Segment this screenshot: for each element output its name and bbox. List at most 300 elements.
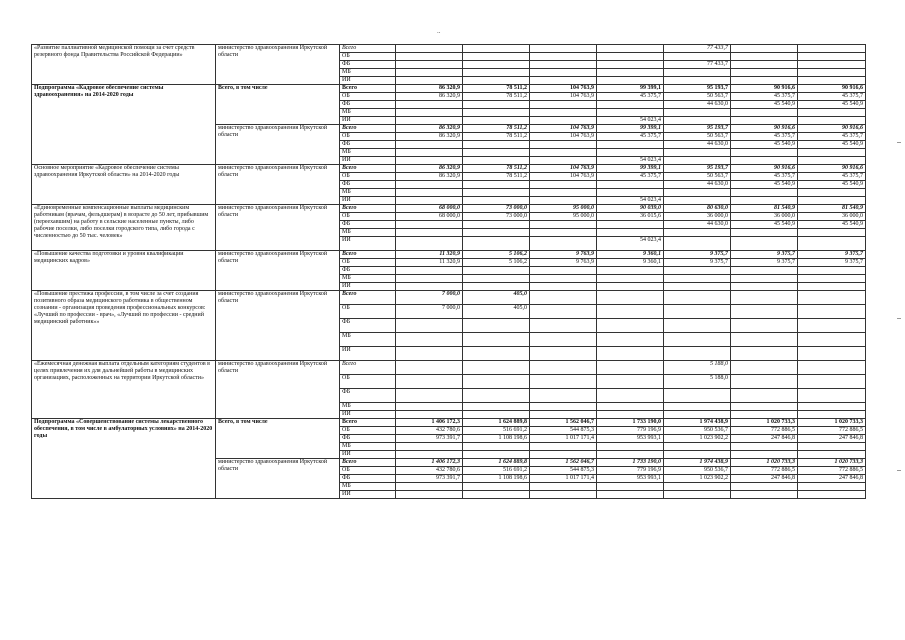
amount-cell <box>664 189 731 197</box>
amount-cell: 78 511,2 <box>463 133 530 141</box>
amount-cell: 11 320,9 <box>396 251 463 259</box>
amount-cell: 247 846,8 <box>798 475 866 483</box>
amount-cell: 1 406 172,3 <box>396 459 463 467</box>
amount-cell: 73 000,0 <box>463 205 530 213</box>
amount-cell: 1 562 046,7 <box>530 459 597 467</box>
amount-cell <box>396 319 463 333</box>
table-row <box>32 251 866 259</box>
amount-cell <box>396 411 463 419</box>
amount-cell <box>463 141 530 149</box>
funding-source: МБ <box>340 403 396 411</box>
amount-cell <box>530 283 597 291</box>
edge-mark <box>897 318 901 319</box>
amount-cell: 9 360,1 <box>597 259 664 267</box>
funding-source: Всего <box>340 165 396 173</box>
amount-cell: 104 763,9 <box>530 125 597 133</box>
amount-cell: 9 375,7 <box>731 259 798 267</box>
amount-cell <box>664 267 731 275</box>
amount-cell <box>530 141 597 149</box>
amount-cell <box>396 451 463 459</box>
amount-cell <box>597 109 664 117</box>
funding-source: ОБ <box>340 93 396 101</box>
amount-cell: 1 974 438,9 <box>664 459 731 467</box>
amount-cell <box>798 283 866 291</box>
amount-cell <box>731 375 798 389</box>
amount-cell <box>597 141 664 149</box>
amount-cell <box>463 275 530 283</box>
amount-cell <box>731 361 798 375</box>
amount-cell <box>731 451 798 459</box>
amount-cell: 86 320,9 <box>396 93 463 101</box>
amount-cell: 104 763,9 <box>530 85 597 93</box>
executor-cell: министерство здравоохранения Иркутской области <box>216 291 340 361</box>
amount-cell <box>664 319 731 333</box>
amount-cell: 50 563,7 <box>664 133 731 141</box>
amount-cell <box>597 403 664 411</box>
amount-cell <box>463 45 530 53</box>
funding-source: ОБ <box>340 467 396 475</box>
amount-cell <box>731 53 798 61</box>
amount-cell <box>463 101 530 109</box>
funding-source: ОБ <box>340 213 396 221</box>
executor-cell: министерство здравоохранения Иркутской области <box>216 45 340 85</box>
amount-cell: 950 536,7 <box>664 427 731 435</box>
amount-cell <box>664 451 731 459</box>
amount-cell <box>530 237 597 251</box>
amount-cell <box>798 157 866 165</box>
amount-cell <box>530 291 597 305</box>
amount-cell: 54 023,4 <box>597 117 664 125</box>
amount-cell <box>396 45 463 53</box>
amount-cell: 1 017 171,4 <box>530 475 597 483</box>
amount-cell: 50 563,7 <box>664 173 731 181</box>
amount-cell: 45 540,9 <box>798 181 866 189</box>
amount-cell <box>463 443 530 451</box>
amount-cell <box>798 347 866 361</box>
amount-cell: 90 916,6 <box>731 85 798 93</box>
amount-cell <box>396 389 463 403</box>
table-row <box>32 419 866 427</box>
amount-cell <box>798 61 866 69</box>
amount-cell <box>530 305 597 319</box>
amount-cell: 78 511,2 <box>463 165 530 173</box>
amount-cell <box>597 229 664 237</box>
funding-source: ФБ <box>340 435 396 443</box>
amount-cell <box>396 61 463 69</box>
amount-cell <box>798 53 866 61</box>
amount-cell <box>798 275 866 283</box>
activity-name: Подпрограмма «Кадровое обеспечение системы здравоохранения» на 2014-2020 годы <box>32 85 216 165</box>
amount-cell <box>731 319 798 333</box>
amount-cell: 544 875,3 <box>530 427 597 435</box>
amount-cell: 247 846,8 <box>731 435 798 443</box>
amount-cell <box>396 181 463 189</box>
amount-cell <box>396 117 463 125</box>
amount-cell <box>731 117 798 125</box>
amount-cell <box>731 291 798 305</box>
amount-cell: 1 562 046,7 <box>530 419 597 427</box>
amount-cell <box>798 149 866 157</box>
amount-cell <box>798 267 866 275</box>
amount-cell <box>463 149 530 157</box>
amount-cell: 45 375,7 <box>731 173 798 181</box>
funding-source: ФБ <box>340 319 396 333</box>
amount-cell <box>463 61 530 69</box>
amount-cell <box>798 411 866 419</box>
amount-cell: 95 000,0 <box>530 213 597 221</box>
funding-source: ФБ <box>340 61 396 69</box>
amount-cell <box>731 229 798 237</box>
amount-cell <box>530 109 597 117</box>
funding-source: ИИ <box>340 451 396 459</box>
amount-cell <box>463 109 530 117</box>
amount-cell: 779 196,9 <box>597 427 664 435</box>
amount-cell: 1 624 889,8 <box>463 419 530 427</box>
amount-cell: 9 763,9 <box>530 251 597 259</box>
amount-cell <box>664 69 731 77</box>
amount-cell: 247 846,8 <box>731 475 798 483</box>
amount-cell: 973 391,7 <box>396 475 463 483</box>
amount-cell: 405,0 <box>463 305 530 319</box>
amount-cell <box>463 319 530 333</box>
amount-cell <box>463 361 530 375</box>
amount-cell: 1 108 198,6 <box>463 475 530 483</box>
amount-cell <box>798 229 866 237</box>
table-row <box>32 45 866 53</box>
amount-cell: 86 320,9 <box>396 165 463 173</box>
amount-cell <box>664 197 731 205</box>
amount-cell <box>597 483 664 491</box>
activity-name: Основное мероприятие «Кадровое обеспечение системы здравоохранения Иркутской области» на 2014-2020 годы <box>32 165 216 205</box>
funding-source: МБ <box>340 149 396 157</box>
amount-cell: 544 875,3 <box>530 467 597 475</box>
amount-cell <box>597 305 664 319</box>
amount-cell <box>463 403 530 411</box>
amount-cell <box>597 411 664 419</box>
amount-cell: 86 320,9 <box>396 133 463 141</box>
amount-cell: 50 563,7 <box>664 93 731 101</box>
amount-cell <box>731 69 798 77</box>
amount-cell <box>463 237 530 251</box>
amount-cell <box>396 221 463 229</box>
amount-cell <box>731 389 798 403</box>
amount-cell <box>798 319 866 333</box>
amount-cell: 1 020 733,3 <box>731 419 798 427</box>
executor-cell: министерство здравоохранения Иркутской области <box>216 125 340 165</box>
amount-cell <box>664 275 731 283</box>
amount-cell <box>597 283 664 291</box>
amount-cell: 516 691,2 <box>463 467 530 475</box>
amount-cell: 45 375,7 <box>798 93 866 101</box>
amount-cell <box>664 149 731 157</box>
amount-cell <box>664 305 731 319</box>
funding-source: МБ <box>340 229 396 237</box>
amount-cell <box>530 53 597 61</box>
amount-cell: 9 375,7 <box>664 251 731 259</box>
funding-source: ОБ <box>340 173 396 181</box>
amount-cell: 9 375,7 <box>798 259 866 267</box>
amount-cell: 9 375,7 <box>731 251 798 259</box>
amount-cell <box>396 141 463 149</box>
amount-cell: 78 511,2 <box>463 85 530 93</box>
funding-source: ФБ <box>340 141 396 149</box>
amount-cell <box>530 319 597 333</box>
amount-cell: 36 000,0 <box>664 213 731 221</box>
amount-cell: 45 540,9 <box>798 221 866 229</box>
amount-cell <box>396 333 463 347</box>
amount-cell <box>463 375 530 389</box>
amount-cell: 80 630,0 <box>664 205 731 213</box>
amount-cell <box>463 221 530 229</box>
amount-cell: 1 020 733,3 <box>798 419 866 427</box>
amount-cell <box>798 45 866 53</box>
amount-cell <box>396 77 463 85</box>
amount-cell <box>664 411 731 419</box>
edge-mark <box>897 142 901 143</box>
amount-cell <box>798 77 866 85</box>
amount-cell <box>530 221 597 229</box>
amount-cell: 95 193,7 <box>664 125 731 133</box>
amount-cell: 36 000,0 <box>731 213 798 221</box>
amount-cell: 1 624 889,8 <box>463 459 530 467</box>
funding-source: Всего <box>340 361 396 375</box>
amount-cell: 9 763,9 <box>530 259 597 267</box>
amount-cell: 953 993,1 <box>597 435 664 443</box>
funding-source: Всего <box>340 205 396 213</box>
amount-cell: 68 000,0 <box>396 213 463 221</box>
funding-source: ОБ <box>340 427 396 435</box>
activity-name: «Развитие паллиативной медицинской помощи за счет средств резервного фонда Правительства Российской Федерации» <box>32 45 216 85</box>
amount-cell <box>463 411 530 419</box>
funding-source: ИИ <box>340 157 396 165</box>
amount-cell: 81 540,9 <box>798 205 866 213</box>
amount-cell <box>597 451 664 459</box>
amount-cell <box>731 77 798 85</box>
funding-source: Всего <box>340 85 396 93</box>
amount-cell <box>731 45 798 53</box>
amount-cell <box>664 283 731 291</box>
amount-cell <box>463 389 530 403</box>
funding-source: МБ <box>340 443 396 451</box>
funding-source: ФБ <box>340 221 396 229</box>
amount-cell: 772 886,5 <box>798 467 866 475</box>
amount-cell <box>664 389 731 403</box>
amount-cell <box>396 189 463 197</box>
amount-cell: 81 540,9 <box>731 205 798 213</box>
amount-cell <box>798 403 866 411</box>
funding-source: ФБ <box>340 181 396 189</box>
amount-cell: 516 691,2 <box>463 427 530 435</box>
amount-cell <box>664 483 731 491</box>
executor-cell: Всего, в том числе <box>216 85 340 125</box>
amount-cell: 5 188,0 <box>664 361 731 375</box>
amount-cell <box>731 305 798 319</box>
amount-cell: 11 320,9 <box>396 259 463 267</box>
activity-name: «Единовременные компенсационные выплаты медицинским работникам (врачам, фельдшерам) в возрасте до 50 лет, прибывшим (переехавшим) на работу в сельские населенные пункты, либо рабочие поселки, либо поселки городского типа, либо города с численностью до 50 тыс. человек» <box>32 205 216 251</box>
funding-source: Всего <box>340 251 396 259</box>
amount-cell <box>731 333 798 347</box>
amount-cell <box>664 109 731 117</box>
amount-cell: 45 375,7 <box>597 133 664 141</box>
amount-cell: 90 916,6 <box>798 165 866 173</box>
amount-cell <box>396 275 463 283</box>
amount-cell <box>396 483 463 491</box>
amount-cell <box>463 117 530 125</box>
amount-cell <box>597 375 664 389</box>
amount-cell <box>664 77 731 85</box>
amount-cell <box>798 291 866 305</box>
amount-cell <box>530 45 597 53</box>
amount-cell <box>396 69 463 77</box>
amount-cell <box>396 109 463 117</box>
amount-cell: 90 039,0 <box>597 205 664 213</box>
amount-cell <box>597 189 664 197</box>
amount-cell: 45 375,7 <box>731 93 798 101</box>
funding-source: МБ <box>340 275 396 283</box>
activity-name: «Ежемесячная денежная выплата отдельным категориям студентов в целях привлечения их для дальнейшей работы в медицинских организациях, расположенных на территории Иркутской области» <box>32 361 216 419</box>
amount-cell <box>396 101 463 109</box>
amount-cell <box>530 483 597 491</box>
amount-cell <box>798 389 866 403</box>
amount-cell <box>530 275 597 283</box>
amount-cell <box>664 333 731 347</box>
amount-cell: 54 023,4 <box>597 237 664 251</box>
amount-cell <box>396 157 463 165</box>
amount-cell <box>731 109 798 117</box>
table-row <box>32 291 866 305</box>
amount-cell <box>530 451 597 459</box>
amount-cell <box>396 403 463 411</box>
amount-cell: 5 106,2 <box>463 259 530 267</box>
amount-cell <box>731 483 798 491</box>
amount-cell <box>798 443 866 451</box>
amount-cell: 9 360,1 <box>597 251 664 259</box>
amount-cell: 950 536,7 <box>664 467 731 475</box>
amount-cell <box>530 491 597 499</box>
amount-cell <box>597 389 664 403</box>
amount-cell <box>530 101 597 109</box>
amount-cell: 95 193,7 <box>664 165 731 173</box>
amount-cell: 78 511,2 <box>463 125 530 133</box>
amount-cell <box>396 53 463 61</box>
amount-cell <box>463 483 530 491</box>
amount-cell: 772 886,5 <box>731 467 798 475</box>
amount-cell <box>798 69 866 77</box>
activity-name: «Повышение качества подготовки и уровня квалификации медицинских кадров» <box>32 251 216 291</box>
funding-source: ИИ <box>340 411 396 419</box>
amount-cell: 7 000,0 <box>396 291 463 305</box>
amount-cell <box>731 275 798 283</box>
amount-cell: 779 196,9 <box>597 467 664 475</box>
amount-cell <box>597 61 664 69</box>
amount-cell <box>530 361 597 375</box>
funding-source: ИИ <box>340 283 396 291</box>
amount-cell <box>798 361 866 375</box>
amount-cell: 9 375,7 <box>798 251 866 259</box>
amount-cell: 973 391,7 <box>396 435 463 443</box>
amount-cell <box>664 491 731 499</box>
amount-cell <box>798 197 866 205</box>
amount-cell: 7 000,0 <box>396 305 463 319</box>
amount-cell: 5 188,0 <box>664 375 731 389</box>
top-mark: .. <box>437 27 441 35</box>
amount-cell <box>530 61 597 69</box>
amount-cell <box>396 197 463 205</box>
table-row <box>32 165 866 173</box>
amount-cell <box>798 305 866 319</box>
amount-cell: 99 399,1 <box>597 85 664 93</box>
amount-cell <box>396 283 463 291</box>
amount-cell <box>798 109 866 117</box>
amount-cell <box>463 181 530 189</box>
amount-cell <box>530 149 597 157</box>
amount-cell <box>463 197 530 205</box>
funding-source: Всего <box>340 45 396 53</box>
amount-cell: 86 320,9 <box>396 85 463 93</box>
amount-cell <box>597 291 664 305</box>
executor-cell: министерство здравоохранения Иркутской области <box>216 251 340 291</box>
funding-source: ОБ <box>340 133 396 141</box>
amount-cell <box>530 229 597 237</box>
executor-cell: министерство здравоохранения Иркутской области <box>216 205 340 251</box>
amount-cell: 9 375,7 <box>664 259 731 267</box>
amount-cell: 45 540,9 <box>731 141 798 149</box>
amount-cell: 36 000,0 <box>798 213 866 221</box>
amount-cell <box>530 443 597 451</box>
amount-cell: 1 023 902,2 <box>664 435 731 443</box>
amount-cell <box>664 237 731 251</box>
funding-source: Всего <box>340 419 396 427</box>
executor-cell: министерство здравоохранения Иркутской области <box>216 459 340 499</box>
amount-cell: 95 193,7 <box>664 85 731 93</box>
amount-cell: 45 540,9 <box>731 101 798 109</box>
amount-cell <box>597 333 664 347</box>
amount-cell <box>396 267 463 275</box>
funding-source: Всего <box>340 125 396 133</box>
amount-cell <box>396 149 463 157</box>
amount-cell: 54 023,4 <box>597 157 664 165</box>
funding-source: ОБ <box>340 305 396 319</box>
funding-source: ОБ <box>340 375 396 389</box>
executor-cell: Всего, в том числе <box>216 419 340 459</box>
amount-cell <box>731 61 798 69</box>
amount-cell: 44 630,0 <box>664 221 731 229</box>
amount-cell: 44 630,0 <box>664 181 731 189</box>
activity-name: «Повышение престижа профессии, в том числе за счет создания позитивного образа медицинского работника в общественном сознании - организация проведения профессиональных конкурсов: «Лучший по профессии - врач», «Лучший по профессии - средний медицинский работник»» <box>32 291 216 361</box>
amount-cell: 44 630,0 <box>664 101 731 109</box>
amount-cell <box>530 403 597 411</box>
amount-cell <box>396 491 463 499</box>
amount-cell: 90 916,6 <box>731 125 798 133</box>
amount-cell <box>664 117 731 125</box>
budget-table-body <box>32 45 866 499</box>
amount-cell <box>798 237 866 251</box>
funding-source: ИИ <box>340 237 396 251</box>
amount-cell <box>798 117 866 125</box>
amount-cell <box>597 275 664 283</box>
amount-cell: 104 763,9 <box>530 173 597 181</box>
amount-cell <box>664 347 731 361</box>
amount-cell <box>463 451 530 459</box>
amount-cell <box>530 267 597 275</box>
amount-cell <box>463 283 530 291</box>
amount-cell: 405,0 <box>463 291 530 305</box>
amount-cell: 90 916,6 <box>798 85 866 93</box>
amount-cell <box>530 411 597 419</box>
amount-cell <box>530 69 597 77</box>
funding-source: ОБ <box>340 53 396 61</box>
amount-cell: 77 433,7 <box>664 45 731 53</box>
